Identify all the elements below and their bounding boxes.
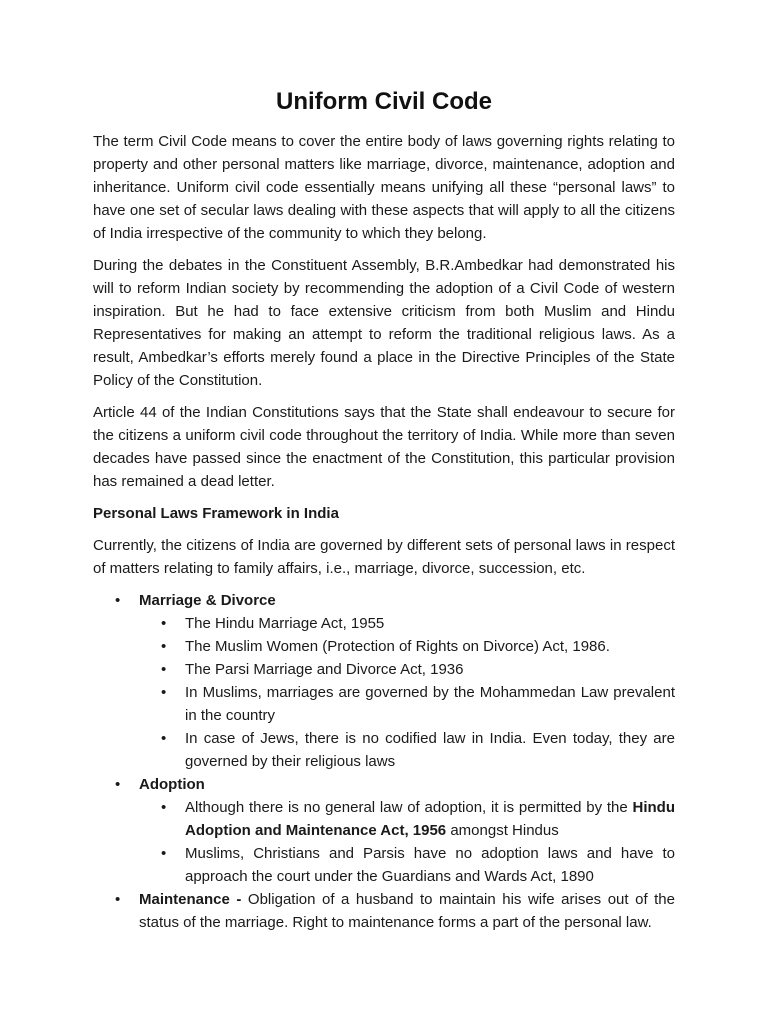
personal-laws-list bbox=[93, 589, 675, 934]
list-item: • The Muslim Women (Protection of Rights on Divorce) Act, 1986. bbox=[185, 635, 675, 658]
list-item bbox=[185, 796, 675, 842]
paragraph-article-44: Article 44 of the Indian Constitutions says that the State shall endeavour to secure for the citizens a uniform civil code throughout the territory of India. While more than seven decades have passed since the enactment of the Constitution, this particular provision has remained a dead letter. bbox=[93, 404, 675, 490]
list-item-label: Marriage & Divorce bbox=[139, 592, 276, 609]
list-item: • The Parsi Marriage and Divorce Act, 1936 bbox=[185, 658, 675, 681]
paragraph-constituent-assembly: During the debates in the Constituent Assembly, B.R.Ambedkar had demonstrated his will to reform Indian society by recommending the adoption of a Civil Code of western inspiration. But he had to face extensive criticism from both Muslim and Hindu Representatives for making an attempt to reform the traditional religious laws. As a result, Ambedkar’s efforts merely found a place in the Directive Principles of the State Policy of the Constitution. bbox=[93, 257, 675, 389]
list-item: • In Muslims, marriages are governed by the Mohammedan Law prevalent in the country bbox=[185, 681, 675, 727]
paragraph-definition: The term Civil Code means to cover the entire body of laws governing rights relating to property and other personal matters like marriage, divorce, maintenance, adoption and inheritance. Uniform civil code essentially means unifying all these “personal laws” to have one set of secular laws dealing with these aspects that will apply to all the citizens of India irrespective of the community to which they belong. bbox=[93, 133, 675, 242]
list-item-text: amongst Hindus bbox=[446, 822, 559, 839]
list-item: • Muslims, Christians and Parsis have no adoption laws and have to approach the court under the Guardians and Wards Act, 1890 bbox=[185, 842, 675, 888]
list-item-adoption bbox=[139, 773, 675, 888]
section-intro: Currently, the citizens of India are governed by different sets of personal laws in respect of matters relating to family affairs, i.e., marriage, divorce, succession, etc. bbox=[93, 537, 675, 577]
list-item-marriage bbox=[139, 589, 675, 773]
list-item: • The Hindu Marriage Act, 1955 bbox=[185, 612, 675, 635]
page-title: Uniform Civil Code bbox=[275, 88, 492, 115]
list-item-maintenance bbox=[139, 888, 675, 934]
marriage-sublist bbox=[139, 612, 675, 773]
list-item-label: Maintenance - bbox=[139, 891, 242, 908]
list-item: • In case of Jews, there is no codified law in India. Even today, they are governed by their religious laws bbox=[185, 727, 675, 773]
list-item-text: Obligation of a husband to maintain his wife arises out of the status of the marriage. Right to maintenance forms a part of the personal law. bbox=[139, 891, 675, 931]
list-item-text: Although there is no general law of adoption, it is permitted by the bbox=[185, 799, 633, 816]
list-item-label: Adoption bbox=[139, 776, 205, 793]
section-heading: Personal Laws Framework in India bbox=[93, 505, 339, 522]
list-item-bold-text: Hindu Adoption and Maintenance Act, 1956 bbox=[185, 799, 675, 839]
adoption-sublist bbox=[139, 796, 675, 888]
